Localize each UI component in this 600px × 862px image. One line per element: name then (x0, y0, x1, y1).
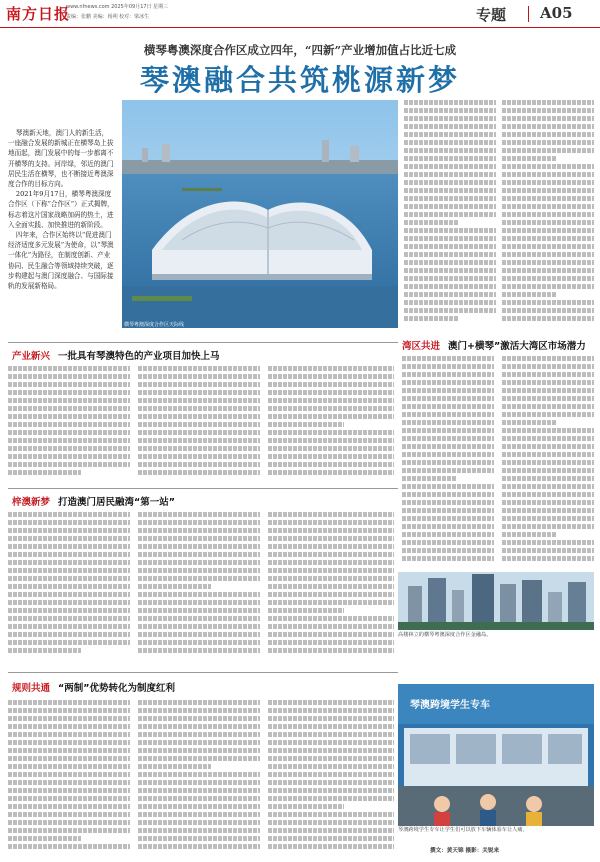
editor-line: 责编：张鹏 美编：杨朔 校对：梁冰生 (66, 14, 150, 20)
body-text-column (268, 366, 394, 476)
school-bus-photo (398, 684, 594, 826)
section-label: 专题 (476, 6, 507, 24)
section-divider (8, 488, 398, 489)
body-text-column (268, 700, 394, 854)
section-title: 澳门+横琴”激活大湾区市场潜力 (448, 341, 586, 352)
masthead (0, 0, 600, 28)
article-headline: 琴澳融合共筑桃源新梦 (139, 63, 460, 97)
newspaper-logo: 南方日报 (6, 5, 71, 23)
header-divider (528, 6, 529, 22)
lede-paragraph: 四年来，合作区始终以“促进澳门经济适度多元发展”为使命，以“琴澳一体化”为路径，在制度创新、产业协同、民生融合等领域持续突破，逐步构建起与澳门深度融合、与国际接轨的发展新格局。 (8, 231, 114, 291)
bus-sign-text: 琴澳跨境学生专车 (410, 700, 490, 711)
school-bus-photo-caption: 琴澳跨境学生专车让学生们可以放下车辆体验车让人痛。 (398, 827, 528, 833)
section-title: 一批具有琴澳特色的产业项目加快上马 (58, 351, 220, 362)
body-text-column (268, 512, 394, 662)
body-text-column (502, 100, 594, 326)
towers-photo-caption: 高楼林立的横琴粤澳深度合作区金融岛。 (398, 632, 492, 638)
body-text-column (502, 356, 594, 564)
lede-paragraph: 2021年9月17日，横琴粤澳深度合作区（下称“合作区”）正式揭牌，标志着这片国家战略加码的热土，进入全面实践、加快推进的新阶段。 (8, 190, 114, 229)
section-tag: 梓澳新梦 (12, 497, 51, 508)
page-number: A05 (540, 4, 573, 22)
section-heading-industry (12, 348, 220, 362)
section-title: 打造澳门居民融湾“第一站” (58, 497, 176, 508)
section-tag: 规则共通 (12, 683, 51, 694)
section-title: “两制”优势转化为制度红利 (58, 683, 176, 694)
main-photo-caption: 横琴粤澳深度合作区天际线 (124, 322, 185, 328)
body-text-column (8, 512, 130, 662)
section-tag: 湾区共进 (402, 341, 441, 352)
section-divider (8, 342, 398, 343)
towers-photo (398, 572, 594, 630)
article-subhead: 横琴粤澳深度合作区成立四年，“四新”产业增加值占比近七成 (143, 43, 457, 57)
main-photo (122, 100, 398, 328)
body-text-column (138, 366, 260, 476)
lede-paragraph: 琴澳新天地，澳门人的新生活，一座融合发展的新城正在横琴岛上拔地而起，澳门发展中的每一步都离不开横琴的支持。河岸绿，邻近的澳门居民生活在横琴，也不断接近粤澳深度合作的目标方向。 (8, 129, 114, 189)
body-text-column (8, 700, 130, 854)
section-tag: 产业新兴 (12, 351, 51, 362)
section-heading-bay-area (402, 338, 586, 352)
body-text-column (138, 700, 260, 854)
body-text-column (402, 356, 494, 564)
main-photo-illustration (122, 100, 398, 328)
towers-photo-illustration (398, 572, 594, 630)
issue-date-line: www.nfnews.com 2025年09月17日 星期三 (66, 4, 169, 10)
byline: 撰文：黄天锦 摄影：关锐来 (430, 848, 500, 854)
section-heading-livelihood (12, 494, 175, 508)
section-divider (8, 672, 398, 673)
body-text-column (8, 366, 130, 476)
body-text-column (404, 100, 496, 326)
body-text-column (138, 512, 260, 662)
section-heading-rules (12, 680, 175, 694)
article-lede (8, 128, 114, 291)
